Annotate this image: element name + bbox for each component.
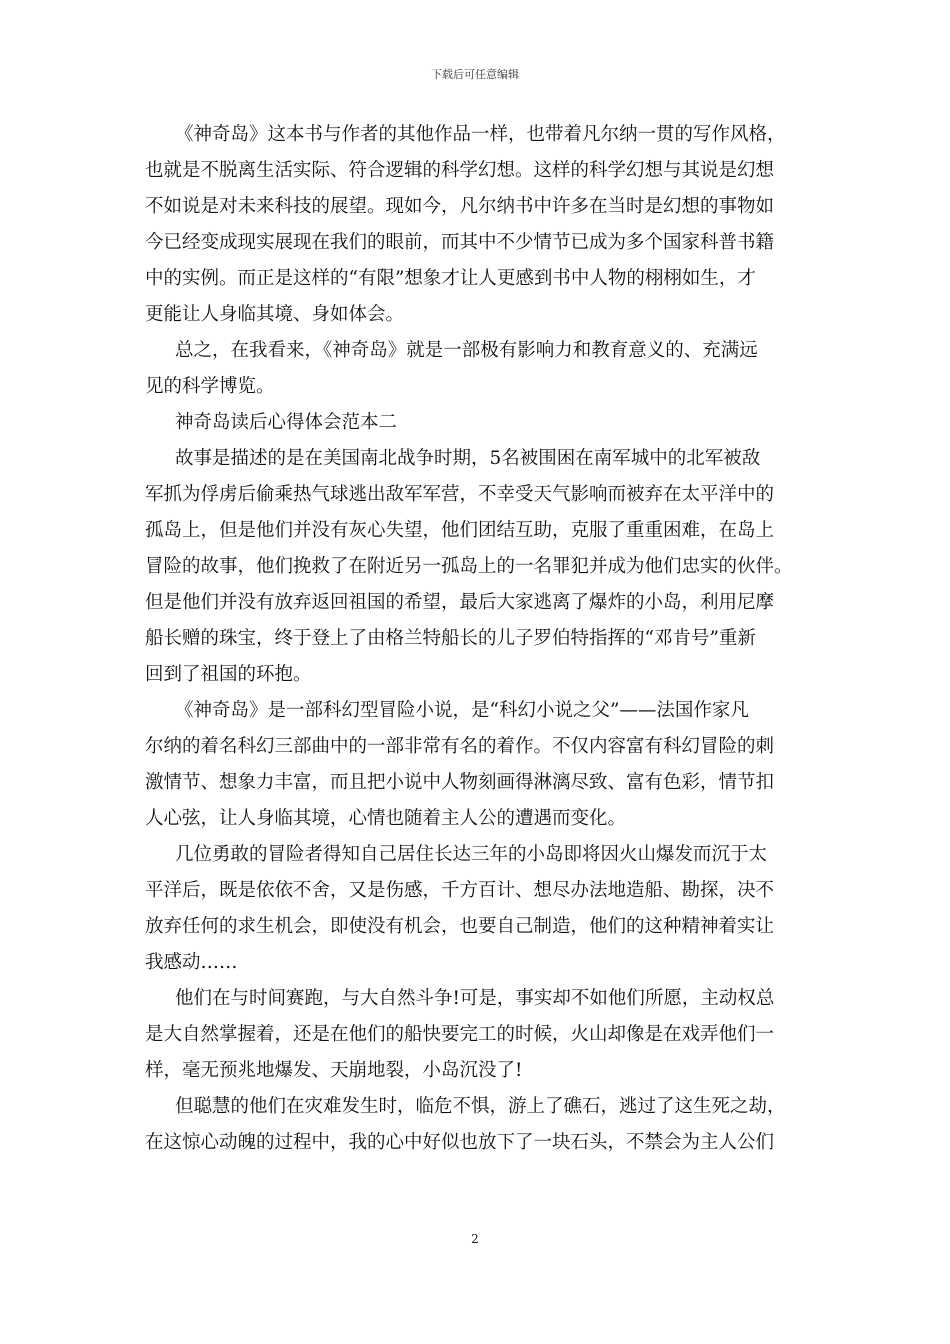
text-line: 神奇岛读后心得体会范本二 (175, 412, 398, 433)
paragraph (145, 333, 810, 405)
paragraph (145, 1089, 810, 1161)
text-line: 人心弦，让人身临其境，心情也随着主人公的遭遇而变化。 (145, 808, 627, 829)
page-number: 2 (471, 1232, 479, 1246)
text-line: 军抓为俘虏后偷乘热气球逃出敌军军营，不幸受天气影响而被弃在太平洋中的 (145, 484, 775, 505)
text-line: 不如说是对未来科技的展望。现如今，凡尔纳书中许多在当时是幻想的事物如 (145, 196, 775, 217)
text-line: 故事是描述的是在美国南北战争时期，5名被围困在南军城中的北军被敌 (175, 448, 761, 469)
text-line: 我感动…… (145, 952, 238, 973)
text-line: 见的科学博览。 (145, 376, 275, 397)
text-line: 也就是不脱离生活实际、符合逻辑的科学幻想。这样的科学幻想与其说是幻想 (145, 160, 775, 181)
text-line: 但是他们并没有放弃返回祖国的希望，最后大家逃离了爆炸的小岛，利用尼摩 (145, 592, 775, 613)
text-line: 激情节、想象力丰富，而且把小说中人物刻画得淋漓尽致、富有色彩，情节扣 (145, 772, 775, 793)
text-line: 但聪慧的他们在灾难发生时，临危不惧，游上了礁石，逃过了这生死之劫， (175, 1096, 786, 1117)
paragraph (145, 981, 810, 1089)
text-line: 回到了祖国的环抱。 (145, 664, 312, 685)
text-line: 船长赠的珠宝，终于登上了由格兰特船长的儿子罗伯特指挥的“邓肯号”重新 (145, 628, 756, 649)
text-line: 孤岛上，但是他们并没有灰心失望，他们团结互助，克服了重重困难，在岛上 (145, 520, 775, 541)
text-line: 是大自然掌握着，还是在他们的船快要完工的时候，火山却像是在戏弄他们一 (145, 1024, 775, 1045)
text-line: 他们在与时间赛跑，与大自然斗争!可是，事实却不如他们所愿，主动权总 (175, 988, 775, 1009)
paragraph (145, 405, 810, 441)
paragraph (145, 837, 810, 981)
paragraph (145, 693, 810, 837)
paragraph (145, 117, 810, 333)
text-line: 中的实例。而正是这样的“有限”想象才让人更感到书中人物的栩栩如生，才 (145, 268, 756, 289)
text-line: 《神奇岛》是一部科幻型冒险小说，是“科幻小说之父”——法国作家凡 (175, 700, 749, 721)
text-line: 《神奇岛》这本书与作者的其他作品一样，也带着凡尔纳一贯的写作风格， (175, 124, 786, 145)
text-line: 几位勇敢的冒险者得知自己居住长达三年的小岛即将因火山爆发而沉于太 (175, 844, 768, 865)
text-line: 样，毫无预兆地爆发、天崩地裂，小岛沉没了! (145, 1060, 523, 1081)
text-line: 总之，在我看来，《神奇岛》就是一部极有影响力和教育意义的、充满远 (175, 340, 758, 361)
document-body (145, 117, 810, 1161)
text-line: 冒险的故事，他们挽救了在附近另一孤岛上的一名罪犯并成为他们忠实的伙伴。 (145, 556, 793, 577)
text-line: 今已经变成现实展现在我们的眼前，而其中不少情节已成为多个国家科普书籍 (145, 232, 775, 253)
text-line: 在这惊心动魄的过程中，我的心中好似也放下了一块石头，不禁会为主人公们 (145, 1132, 775, 1153)
text-line: 尔纳的着名科幻三部曲中的一部非常有名的着作。不仅内容富有科幻冒险的刺 (145, 736, 775, 757)
text-line: 放弃任何的求生机会，即使没有机会，也要自己制造，他们的这种精神着实让 (145, 916, 775, 937)
text-line: 更能让人身临其境、身如体会。 (145, 304, 405, 325)
page-header: 下载后可任意编辑 (431, 68, 519, 81)
text-line: 平洋后，既是依依不舍，又是伤感，千方百计、想尽办法地造船、勘探，决不 (145, 880, 775, 901)
paragraph (145, 441, 810, 693)
